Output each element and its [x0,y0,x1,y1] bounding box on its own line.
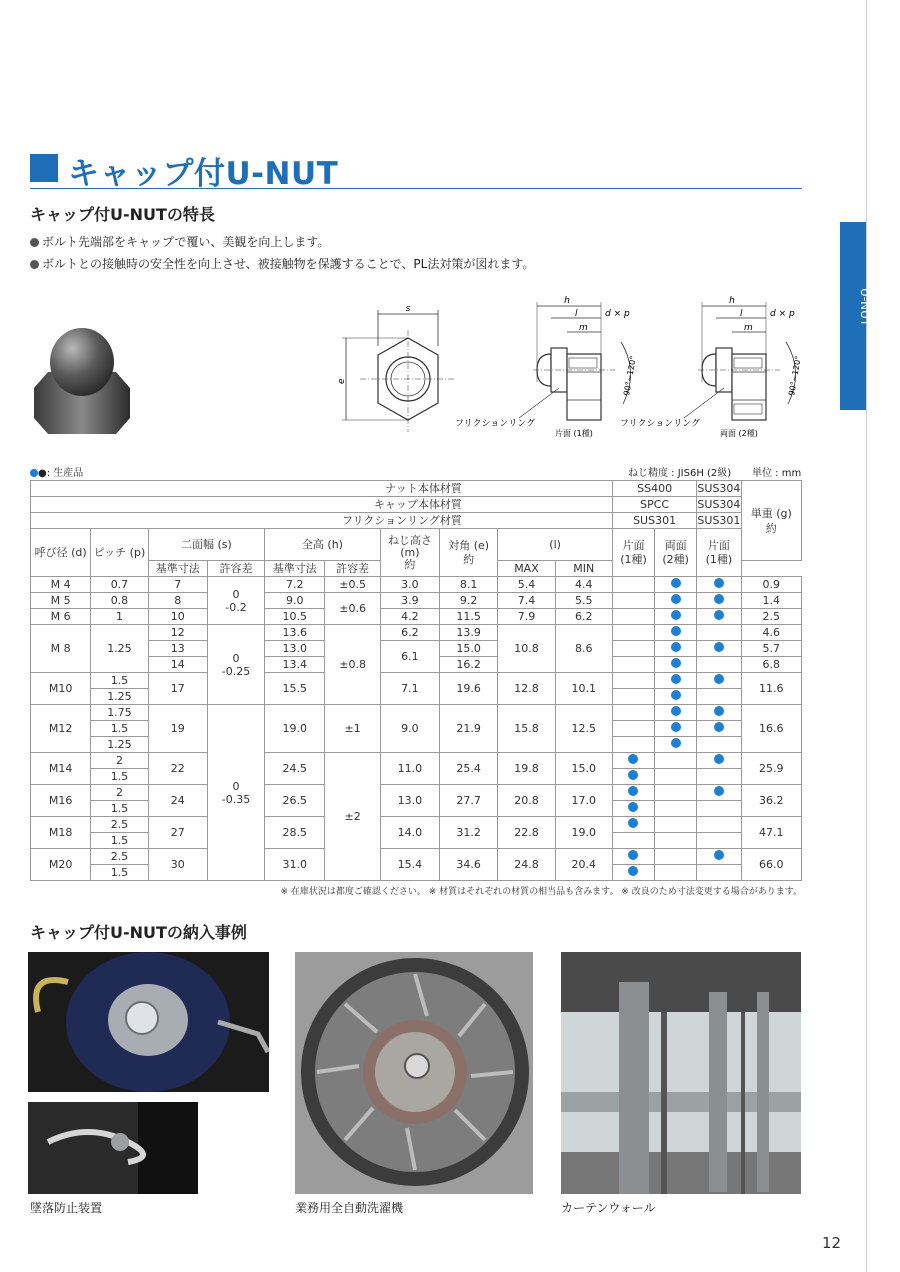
cell-lmax: 7.4 [498,593,555,609]
material-row [31,513,802,529]
cell-weight: 1.4 [741,593,801,609]
dim-s-label: s [405,304,411,314]
cell-h-tol: ±1 [325,705,380,753]
dim-h-label: h [729,296,735,306]
cell-h: 13.6 [265,625,325,641]
cell-one1 [612,769,654,785]
header-weight: 単重 (g) 約 [741,481,801,561]
dim-e-label: e [337,378,347,384]
cell-p: 1 [91,609,148,625]
cell-one2 [697,817,741,833]
cell-lmax: 20.8 [498,785,555,817]
page-title: キャップ付U-NUT [68,156,339,192]
cell-h: 9.0 [265,593,325,609]
cell-one1 [612,641,654,657]
table-footnote: ※ 在庫状況は都度ご確認ください。 ※ 材質はそれぞれの材質の相当品も含みます。 ※ 改良のため寸法変更する場合があります。 [280,887,802,897]
cell-two [655,609,697,625]
cell-weight: 16.6 [741,705,801,753]
cell-one2 [697,833,741,849]
cell-e: 25.4 [440,753,498,785]
header-min: MIN [555,561,612,577]
cell-lmax: 5.4 [498,577,555,593]
header-one1: 片面 (1種) [612,529,654,577]
produced-dot-icon [671,594,681,604]
produced-dot-icon [714,674,724,684]
both-side-label: 両面 (2種) [720,429,758,438]
cell-h-tol: ±2 [325,753,380,881]
features-heading: キャップ付U-NUTの特長 [30,205,215,224]
dim-dxp-label: d × p [770,309,795,319]
cell-one1 [612,801,654,817]
header-max: MAX [498,561,555,577]
cell-e: 21.9 [440,705,498,753]
spec-table [30,480,802,881]
unit-label: 単位 : mm [752,468,802,479]
produced-dot-icon [714,610,724,620]
produced-dot-icon [671,610,681,620]
produced-dot-icon [671,690,681,700]
cell-h: 24.5 [265,753,325,785]
cell-weight: 47.1 [741,817,801,849]
produced-dot-icon [671,706,681,716]
cell-two [655,785,697,801]
cell-d: M10 [31,673,91,705]
table-row [31,785,802,801]
produced-dot-icon [628,802,638,812]
cell-two [655,817,697,833]
angle-label: 90°~120° [622,355,638,397]
cell-one1 [612,705,654,721]
cell-lmin: 20.4 [555,849,612,881]
cell-p: 2 [91,785,148,801]
legend-text: ●: 生産品 [38,468,84,479]
cell-one1 [612,753,654,769]
cell-two [655,673,697,689]
dim-l-label: l [740,309,743,319]
fall-arrest-detail-photo [28,1102,198,1194]
cell-one2 [697,737,741,753]
cell-e: 16.2 [440,657,498,673]
cell-lmin: 15.0 [555,753,612,785]
cell-lmin: 17.0 [555,785,612,817]
header-d: 呼び径 (d) [31,529,91,577]
cell-one2 [697,769,741,785]
header-e: 対角 (e) 約 [440,529,498,577]
cell-one1 [612,721,654,737]
cell-h: 26.5 [265,785,325,817]
dim-m-label: m [744,323,753,333]
header-one2: 片面 (1種) [697,529,741,577]
cell-weight: 2.5 [741,609,801,625]
angle-label: 90°~120° [787,355,803,397]
cell-lmax: 15.8 [498,705,555,753]
cell-two [655,705,697,721]
dim-l-label: l [575,309,578,319]
cell-one1 [612,785,654,801]
cell-s: 22 [148,753,207,785]
table-row [31,753,802,769]
cell-one1 [612,737,654,753]
cell-one1 [612,817,654,833]
cell-s: 8 [148,593,207,609]
table-row [31,609,802,625]
cell-one1 [612,593,654,609]
friction-ring-label: フリクションリング [620,419,701,429]
material-label: フリクションリング材質 [31,513,613,529]
cell-h: 31.0 [265,849,325,881]
cell-one2 [697,849,741,865]
cell-weight: 0.9 [741,577,801,593]
cell-p: 1.5 [91,865,148,881]
case-caption-3: カーテンウォール [561,1201,656,1215]
cell-s-tol: 0 -0.25 [207,625,264,705]
cases-heading: キャップ付U-NUTの納入事例 [30,923,247,942]
table-row [31,673,802,689]
produced-dot-icon [628,770,638,780]
cell-d: M14 [31,753,91,785]
cell-m: 6.1 [380,641,439,673]
cell-d: M12 [31,705,91,753]
cell-lmax: 7.9 [498,609,555,625]
cell-lmax: 12.8 [498,673,555,705]
produced-dot-icon [714,706,724,716]
cell-h: 19.0 [265,705,325,753]
produced-dot-icon [671,642,681,652]
cell-s: 7 [148,577,207,593]
cell-lmin: 10.1 [555,673,612,705]
table-row [31,817,802,833]
cell-m: 13.0 [380,785,439,817]
cell-one2 [697,753,741,769]
cell-p: 1.5 [91,721,148,737]
curtain-wall-photo [561,952,801,1194]
cell-p: 1.5 [91,801,148,817]
cell-one1 [612,689,654,705]
cell-m: 15.4 [380,849,439,881]
cell-weight: 6.8 [741,657,801,673]
cell-e: 9.2 [440,593,498,609]
table-row [31,705,802,721]
material-label: ナット本体材質 [31,481,613,497]
cell-m: 9.0 [380,705,439,753]
bullet-icon [30,260,39,269]
cell-s: 27 [148,817,207,849]
cell-weight: 4.6 [741,625,801,641]
cell-h: 13.0 [265,641,325,657]
cell-one2 [697,801,741,817]
header-two: 両面 (2種) [655,529,697,577]
cell-s-tol: 0 -0.2 [207,577,264,625]
cell-s: 19 [148,705,207,753]
dim-h-label: h [564,296,570,306]
cell-e: 34.6 [440,849,498,881]
feature-bullet-2 [30,255,534,272]
cell-one2 [697,593,741,609]
table-row [31,593,802,609]
cell-one2 [697,705,741,721]
produced-dot-icon [714,786,724,796]
cell-h: 15.5 [265,673,325,705]
side-diagram-one [455,292,645,444]
cell-p: 0.8 [91,593,148,609]
cell-one2 [697,657,741,673]
legend [30,464,83,479]
cell-lmax: 22.8 [498,817,555,849]
side-tab [840,222,872,410]
feature-bullet-1 [30,233,329,250]
produced-dot-icon [714,578,724,588]
washing-machine-photo [295,952,533,1194]
cell-lmin: 19.0 [555,817,612,849]
cell-two [655,737,697,753]
cell-one2 [697,609,741,625]
produced-dot-icon [714,722,724,732]
cell-p: 1.5 [91,673,148,689]
cell-s: 10 [148,609,207,625]
page-edge-rule [866,0,867,1272]
cell-m: 3.9 [380,593,439,609]
case-caption-1: 墜落防止装置 [30,1201,103,1215]
cell-s: 14 [148,657,207,673]
produced-dot-icon [671,626,681,636]
material-a: SUS301 [612,513,696,529]
cell-weight: 25.9 [741,753,801,785]
material-b: SUS304 [697,498,741,511]
produced-dot-icon [628,866,638,876]
cell-p: 1.5 [91,833,148,849]
header-s: 二面幅 (s) [148,529,265,561]
cell-lmin: 8.6 [555,625,612,673]
header-std: 基準寸法 [148,561,207,577]
friction-ring-label: フリクションリング [455,419,536,429]
page-number: 12 [822,1234,842,1252]
cell-m: 3.0 [380,577,439,593]
cell-s: 12 [148,625,207,641]
cell-p: 0.7 [91,577,148,593]
cell-p: 1.75 [91,705,148,721]
cell-p: 2.5 [91,849,148,865]
produced-dot-icon [628,850,638,860]
material-row [31,497,802,513]
cell-d: M 6 [31,609,91,625]
cell-weight: 11.6 [741,673,801,705]
cell-lmin: 4.4 [555,577,612,593]
cell-two [655,689,697,705]
table-row [31,849,802,865]
cell-one1 [612,657,654,673]
cell-weight: 36.2 [741,785,801,817]
cell-s: 24 [148,785,207,817]
cell-one2 [697,721,741,737]
header-h: 全高 (h) [265,529,381,561]
cell-two [655,753,697,769]
dim-m-label: m [579,323,588,333]
cell-one2 [697,673,741,689]
cell-one1 [612,609,654,625]
cell-e: 27.7 [440,785,498,817]
produced-dot-icon [714,594,724,604]
material-a: SS400 [612,481,696,497]
material-label: キャップ本体材質 [31,497,613,513]
cell-one2 [697,865,741,881]
case-caption-2: 業務用全自動洗濯機 [295,1201,404,1215]
cell-e: 8.1 [440,577,498,593]
side-tab-label: U-NUT [858,288,872,327]
produced-dot-icon [671,738,681,748]
page-title-block [30,150,802,192]
cell-d: M 8 [31,625,91,673]
feature-text: ボルト先端部をキャップで覆い、美観を向上します。 [42,235,330,249]
cell-lmax: 24.8 [498,849,555,881]
cell-d: M16 [31,785,91,817]
dim-dxp-label: d × p [605,309,630,319]
cell-s-tol: 0 -0.35 [207,705,264,881]
cell-s: 13 [148,641,207,657]
header-tol: 許容差 [207,561,264,577]
produced-dot-icon [628,818,638,828]
hex-front-diagram [330,300,460,440]
cell-weight: 66.0 [741,849,801,881]
cell-one2 [697,641,741,657]
cell-h-tol: ±0.8 [325,625,380,705]
produced-dot-icon [628,786,638,796]
cell-two [655,721,697,737]
legend-dot-icon [30,469,38,477]
produced-dot-icon [671,658,681,668]
header-tol: 許容差 [325,561,380,577]
cell-two [655,625,697,641]
cell-one1 [612,625,654,641]
thread-accuracy: ねじ精度 : JIS6H (2級) [628,468,732,479]
cell-e: 13.9 [440,625,498,641]
cell-p: 2 [91,753,148,769]
fall-arrest-photo [28,952,269,1092]
produced-dot-icon [714,754,724,764]
cell-lmin: 5.5 [555,593,612,609]
cell-lmax: 19.8 [498,753,555,785]
cell-s: 17 [148,673,207,705]
table-row [31,625,802,641]
cell-h: 10.5 [265,609,325,625]
cell-two [655,577,697,593]
table-row [31,577,802,593]
cell-d: M 4 [31,577,91,593]
produced-dot-icon [714,850,724,860]
material-b: SUS304 [697,482,741,495]
cell-p: 1.25 [91,689,148,705]
cell-d: M18 [31,817,91,849]
header-l: (l) [498,529,613,561]
header-m: ねじ高さ (m) 約 [380,529,439,577]
cell-m: 14.0 [380,817,439,849]
side-diagram-both [620,292,810,444]
cell-two [655,833,697,849]
cell-two [655,641,697,657]
cell-one1 [612,849,654,865]
cell-m: 7.1 [380,673,439,705]
cell-lmax: 10.8 [498,625,555,673]
cell-p: 1.25 [91,737,148,753]
cell-e: 11.5 [440,609,498,625]
cell-lmin: 12.5 [555,705,612,753]
cell-two [655,657,697,673]
cell-one1 [612,577,654,593]
cell-two [655,801,697,817]
cell-one2 [697,625,741,641]
cell-e: 15.0 [440,641,498,657]
bullet-icon [30,238,39,247]
cell-d: M 5 [31,593,91,609]
cell-weight: 5.7 [741,641,801,657]
cell-h-tol: ±0.6 [325,593,380,625]
produced-dot-icon [671,722,681,732]
cell-e: 19.6 [440,673,498,705]
cell-one2 [697,785,741,801]
one-side-label: 片面 (1種) [555,429,593,438]
header-std: 基準寸法 [265,561,325,577]
cell-two [655,865,697,881]
header-row [31,529,802,561]
cap-nut-photo [26,318,138,440]
produced-dot-icon [671,674,681,684]
cell-m: 6.2 [380,625,439,641]
cell-two [655,849,697,865]
cell-one1 [612,673,654,689]
cell-m: 11.0 [380,753,439,785]
cell-h: 13.4 [265,657,325,673]
cell-p: 1.25 [91,625,148,673]
produced-dot-icon [671,578,681,588]
header-p: ピッチ (p) [91,529,148,577]
produced-dot-icon [628,754,638,764]
material-b: SUS301 [697,514,741,527]
cell-h: 7.2 [265,577,325,593]
cell-two [655,593,697,609]
material-a: SPCC [612,497,696,513]
cell-d: M20 [31,849,91,881]
cell-lmin: 6.2 [555,609,612,625]
material-row [31,481,802,497]
cell-h: 28.5 [265,817,325,849]
cell-one1 [612,833,654,849]
cell-p: 1.5 [91,769,148,785]
cell-one1 [612,865,654,881]
cell-p: 2.5 [91,817,148,833]
title-square-icon [30,154,58,182]
cell-m: 4.2 [380,609,439,625]
cell-h-tol: ±0.5 [325,577,380,593]
feature-text: ボルトとの接触時の安全性を向上させ、被接触物を保護することで、PL法対策が図れます。 [42,257,535,271]
cell-two [655,769,697,785]
cell-one2 [697,577,741,593]
produced-dot-icon [714,642,724,652]
cell-s: 30 [148,849,207,881]
cell-e: 31.2 [440,817,498,849]
cell-one2 [697,689,741,705]
